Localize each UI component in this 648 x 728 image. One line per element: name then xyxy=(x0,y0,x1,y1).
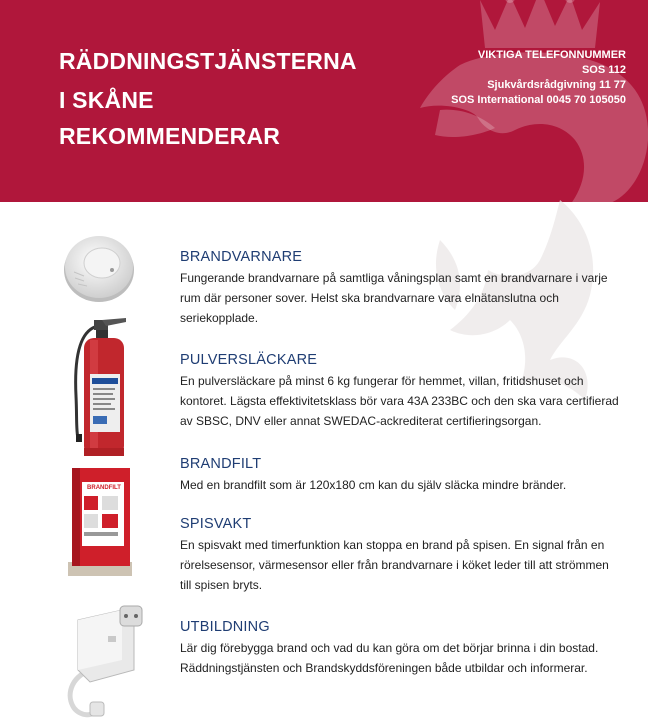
title-line-2: I SKÅNE xyxy=(59,87,154,113)
item-text: Med en brandfilt som är 120x180 cm kan du själv släcka mindre bränder. xyxy=(180,478,567,492)
smoke-detector-icon xyxy=(62,230,136,304)
header-banner xyxy=(0,0,648,202)
phone-sos-international: SOS International 0045 70 105050 xyxy=(451,94,626,106)
item-heading: BRANDVARNARE xyxy=(180,249,303,265)
item-text: En spisvakt med timerfunktion kan stoppa en brand på spisen. En signal från en rörelsesensor, värmesensor eller från brandvarnare i köket leder till att strömmen till spisen bryts. xyxy=(180,538,609,592)
item-text: Fungerande brandvarnare på samtliga våningsplan samt en brandvarnare i varje rum där personer sover. Helst ska brandvarnare vara elnätanslutna och seriekopplade. xyxy=(180,271,608,325)
item-brandfilt xyxy=(180,455,620,495)
item-heading: SPISVAKT xyxy=(180,516,252,532)
phone-numbers xyxy=(451,48,626,108)
fire-blanket-label: BRANDFILT xyxy=(87,485,121,491)
item-heading: UTBILDNING xyxy=(180,619,270,635)
item-utbildning xyxy=(180,618,620,678)
item-heading: PULVERSLÄCKARE xyxy=(180,352,318,368)
fire-extinguisher-icon xyxy=(68,316,132,458)
title-line-1: RÄDDNINGSTJÄNSTERNA xyxy=(59,48,357,74)
item-heading: BRANDFILT xyxy=(180,456,262,472)
item-text: En pulversläckare på minst 6 kg fungerar för hemmet, villan, fritidshuset och kontoret. Lägsta effektivitetsklass bör vara 43A 233BC och den ska vara certifierad av SBSC, DNV eller annat SWEDAC-ackrediterat certifieringsorgan. xyxy=(180,374,619,428)
phone-healthcare: Sjukvårdsrådgivning 11 77 xyxy=(487,79,626,91)
phone-sos: SOS 112 xyxy=(581,64,626,76)
item-text: Lär dig förebygga brand och vad du kan göra om det börjar brinna i din bostad. Räddningstjänsten och Brandskyddsföreningen både utbildar och informerar. xyxy=(180,641,599,675)
item-pulverslackare xyxy=(180,351,620,431)
fire-blanket-icon xyxy=(68,466,132,576)
item-spisvakt xyxy=(180,515,620,595)
item-brandvarnare xyxy=(180,248,620,328)
fire-blanket-image xyxy=(68,466,132,576)
power-plug-icon xyxy=(60,600,150,722)
phones-heading: VIKTIGA TELEFONNUMMER xyxy=(477,49,626,61)
title-line-3: REKOMMENDERAR xyxy=(59,123,281,149)
